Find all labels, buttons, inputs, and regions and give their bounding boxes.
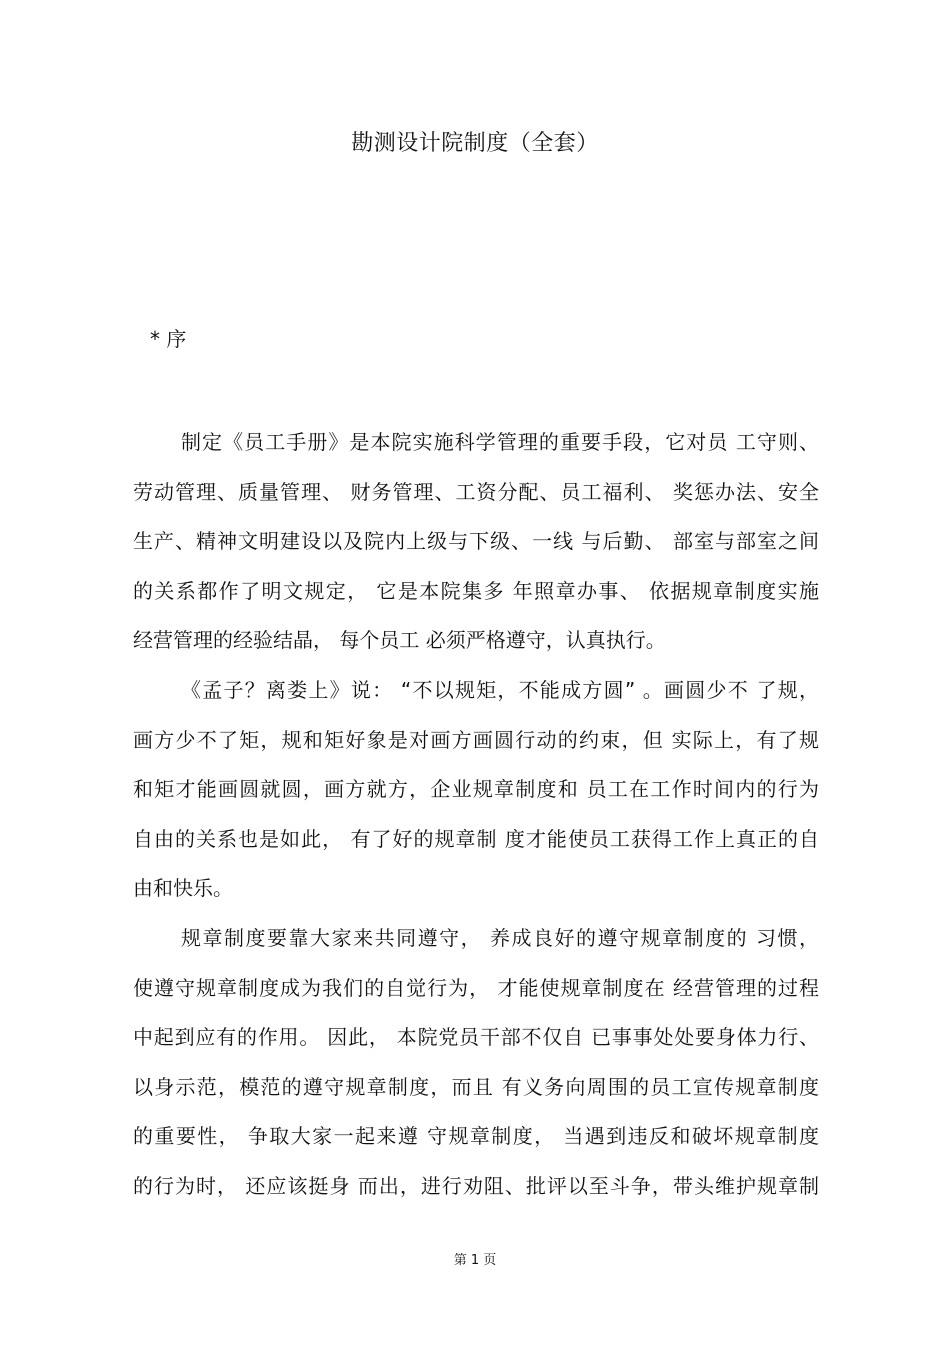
paragraph-line: 画方少不了矩，规和矩好象是对画方画圆行动的约束，但 实际上，有了规 [133, 727, 819, 752]
paragraph-line: 规章制度要靠大家来共同遵守， 养成良好的遵守规章制度的 习惯， [181, 925, 819, 950]
paragraph-line: 经营管理的经验结晶， 每个员工 必须严格遵守，认真执行。 [133, 628, 666, 653]
paragraph-line: 自由的关系也是如此， 有了好的规章制 度才能使员工获得工作上真正的自 [133, 826, 819, 851]
paragraph-line: 的重要性， 争取大家一起来遵 守规章制度， 当遇到违反和破坏规章制度 [133, 1124, 819, 1149]
paragraph-line: 《孟子？离娄上》说： “不以规矩，不能成方圆” 。画圆少不 了规， [181, 677, 819, 702]
paragraph-line: 的关系都作了明文规定， 它是本院集多 年照章办事、 依据规章制度实施 [133, 578, 819, 603]
paragraph-line: 中起到应有的作用。 因此， 本院党员干部不仅自 已事事处处要身体力行、 [133, 1025, 819, 1050]
paragraph-2 [133, 666, 819, 914]
paragraph-line: 以身示范，模范的遵守规章制度，而且 有义务向周围的员工宣传规章制度 [133, 1074, 819, 1099]
paragraph-line: 使遵守规章制度成为我们的自觉行为， 才能使规章制度在 经营管理的过程 [133, 975, 819, 1000]
paragraph-line: 制定《员工手册》是本院实施科学管理的重要手段，它对员 工守则、 [181, 430, 819, 454]
page-number-footer: 第 1 页 [453, 1253, 497, 1268]
paragraph-3 [133, 914, 819, 1212]
paragraph-line: 生产、精神文明建设以及院内上级与下级、一线 与后勤、 部室与部室之间 [133, 529, 819, 554]
paragraph-line: 和矩才能画圆就圆，画方就方，企业规章制度和 员工在工作时间内的行为 [133, 777, 819, 802]
section-heading-preface: * 序 [150, 327, 187, 351]
document-title: 勘测设计院制度（全套） [351, 131, 599, 156]
document-body [133, 418, 819, 1212]
paragraph-1 [133, 418, 819, 666]
paragraph-line: 的行为时， 还应该挺身 而出，进行劝阻、批评以至斗争，带头维护规章制 [133, 1173, 819, 1198]
paragraph-line: 劳动管理、质量管理、 财务管理、工资分配、员工福利、 奖惩办法、安全 [133, 479, 819, 504]
paragraph-line: 由和快乐。 [133, 876, 233, 901]
